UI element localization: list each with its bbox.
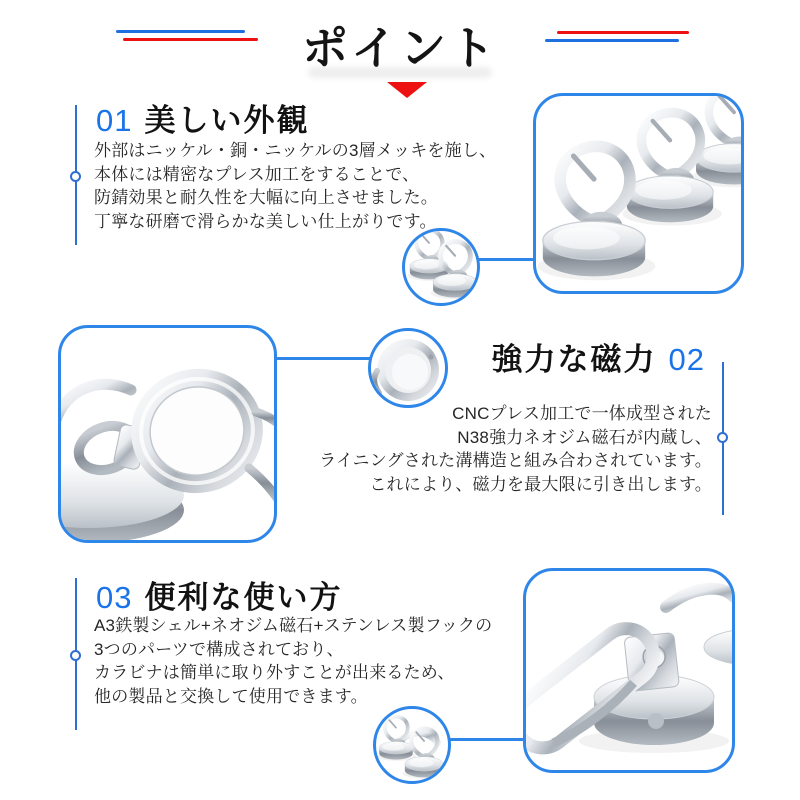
section-01-line-2: 本体には精密なプレス加工をすることで、 xyxy=(94,164,420,184)
ring-closeup-art xyxy=(61,328,274,540)
thumb-2-art xyxy=(371,331,445,405)
section-01-number: 01 xyxy=(96,103,133,138)
magnet-hooks-closeup-thumb xyxy=(402,228,480,306)
section-03-heading xyxy=(96,572,342,617)
section-01-line-3: 防錆効果と耐久性を大幅に向上させました。 xyxy=(94,188,438,207)
thumb-1-art xyxy=(405,231,477,303)
magnet-face-thumb xyxy=(368,328,448,408)
header-rule-right-red xyxy=(557,31,689,34)
title-reflection xyxy=(308,67,492,78)
carabiner-magnet-art xyxy=(526,571,732,770)
section-02-line-4: これにより、磁力を最大限に引き出します。 xyxy=(369,474,712,494)
section-01-title: 美しい外観 xyxy=(144,103,310,138)
section-03-line-4: 他の製品と交換して使用できます。 xyxy=(94,686,368,706)
section-03-line-2: 3つのパーツで構成されており、 xyxy=(94,639,344,659)
section-02-line-2: N38強力ネオジム磁石が内蔵し、 xyxy=(457,427,712,447)
timeline-dot-icon-2 xyxy=(717,432,728,443)
magnet-hooks-row-photo xyxy=(533,93,744,294)
section-01-connector-line xyxy=(478,258,534,261)
section-02-heading xyxy=(492,334,705,379)
section-01-heading xyxy=(96,95,309,140)
thumb-3-art xyxy=(376,709,448,781)
carabiner-on-magnet-photo xyxy=(523,568,735,773)
section-01-line-1: 外部はニッケル・銅・ニッケルの3層メッキを施し、 xyxy=(94,141,497,160)
timeline-dot-icon-1 xyxy=(70,171,81,182)
page-title: ポイント xyxy=(302,22,498,74)
section-03-line-3: カラビナは簡単に取り外すことが出来るため、 xyxy=(94,663,455,682)
timeline-dot-icon-3 xyxy=(70,650,81,661)
magnet-hooks-row-art xyxy=(536,96,741,291)
down-triangle-icon xyxy=(387,82,427,98)
section-01-body xyxy=(94,139,496,233)
section-03-title: 便利な使い方 xyxy=(144,580,343,615)
header-rule-right-blue xyxy=(545,39,679,42)
section-02-number: 02 xyxy=(668,342,705,377)
section-02-title: 強力な磁力 xyxy=(491,342,657,377)
section-02-body xyxy=(319,402,712,496)
magnet-hooks-small-thumb xyxy=(373,706,451,784)
section-03-line-1: A3鉄製シェル+ネオジム磁石+ステンレス製フックの xyxy=(94,616,493,635)
section-02-connector-line xyxy=(276,357,370,360)
polished-ring-closeup-photo xyxy=(58,325,277,543)
section-02-line-1: CNCプレス加工で一体成型された xyxy=(452,404,712,423)
section-02-line-3: ライニングされた溝構造と組み合わされています。 xyxy=(319,451,712,470)
section-01-line-4: 丁寧な研磨で滑らかな美しい仕上がりです。 xyxy=(94,211,437,231)
section-03-body xyxy=(94,614,492,708)
section-03-connector-line xyxy=(449,738,523,741)
section-03-number: 03 xyxy=(96,580,133,615)
